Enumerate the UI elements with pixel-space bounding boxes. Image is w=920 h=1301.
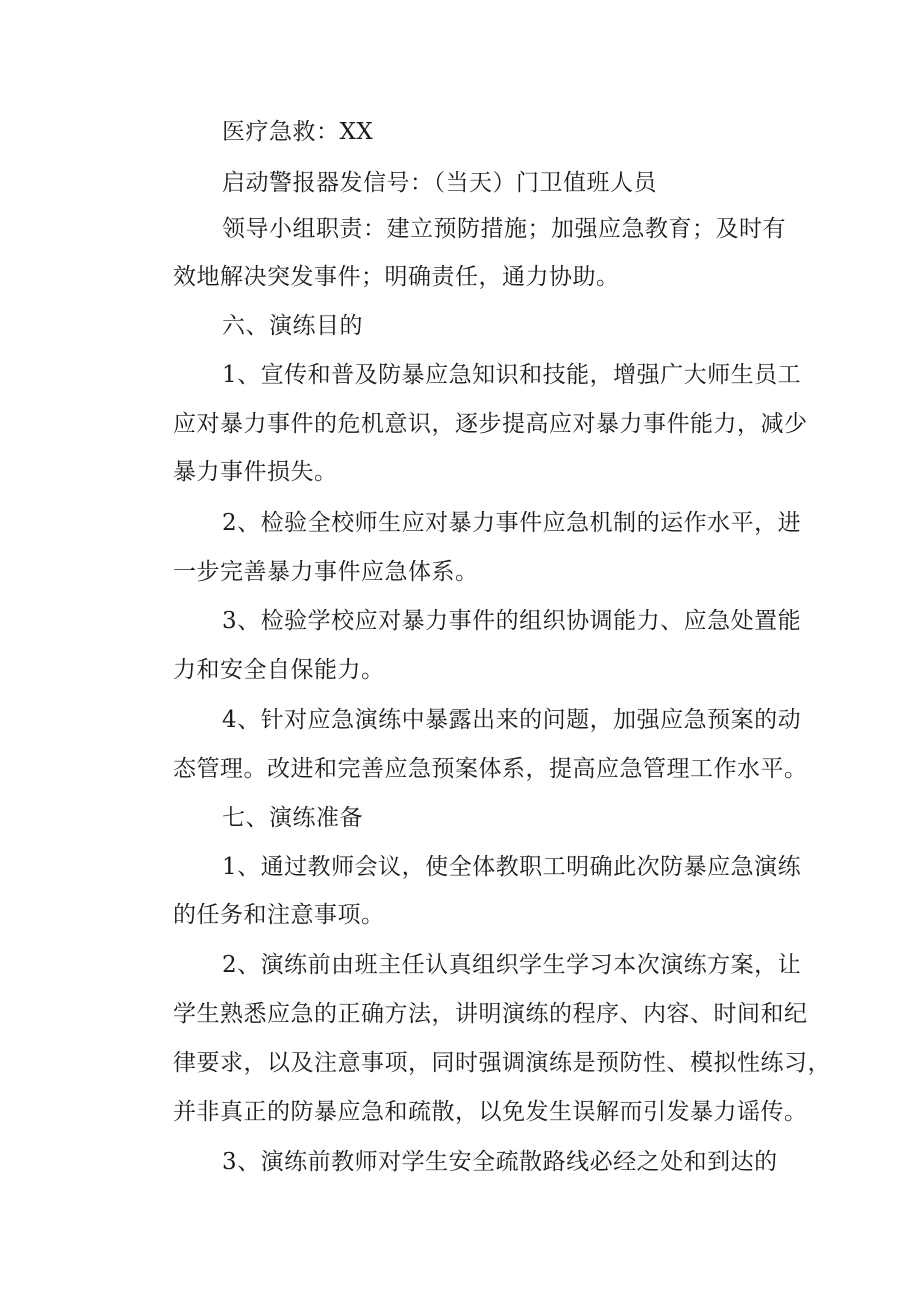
text-line-prep-2-cont-3: 并非真正的防暴应急和疏散，以免发生误解而引发暴力谣传。 bbox=[173, 1099, 808, 1125]
text-line-purpose-2-cont: 一步完善暴力事件应急体系。 bbox=[173, 559, 479, 585]
text-line-purpose-4: 4、针对应急演练中暴露出来的问题，加强应急预案的动 bbox=[222, 707, 802, 733]
text-line-leadership-duties: 领导小组职责：建立预防措施；加强应急教育；及时有 bbox=[222, 216, 786, 242]
text-line-prep-2-cont-2: 律要求，以及注意事项，同时强调演练是预防性、模拟性练习， bbox=[173, 1050, 831, 1076]
text-line-alarm-signal: 启动警报器发信号：（当天）门卫值班人员 bbox=[222, 170, 657, 196]
section-heading-drill-purpose: 六、演练目的 bbox=[222, 313, 363, 339]
text-line-purpose-1: 1、宣传和普及防暴应急知识和技能，增强广大师生员工 bbox=[222, 362, 802, 388]
text-line-prep-1: 1、通过教师会议，使全体教职工明确此次防暴应急演练 bbox=[222, 854, 802, 880]
text-line-purpose-3-cont: 力和安全自保能力。 bbox=[173, 657, 385, 683]
text-line-purpose-1-cont: 应对暴力事件的危机意识，逐步提高应对暴力事件能力，减少 bbox=[173, 411, 808, 437]
text-line-purpose-1-end: 暴力事件损失。 bbox=[173, 459, 338, 485]
text-line-medical-rescue: 医疗急救：XX bbox=[222, 119, 374, 145]
text-line-prep-3: 3、演练前教师对学生安全疏散路线必经之处和到达的 bbox=[222, 1149, 778, 1175]
text-line-purpose-2: 2、检验全校师生应对暴力事件应急机制的运作水平，进 bbox=[222, 510, 802, 536]
text-line-prep-2-cont-1: 学生熟悉应急的正确方法，讲明演练的程序、内容、时间和纪 bbox=[173, 1001, 808, 1027]
text-line-purpose-3: 3、检验学校应对暴力事件的组织协调能力、应急处置能 bbox=[222, 608, 802, 634]
text-line-leadership-duties-cont: 效地解决突发事件；明确责任，通力协助。 bbox=[173, 264, 620, 290]
section-heading-drill-preparation: 七、演练准备 bbox=[222, 805, 363, 831]
text-line-prep-2: 2、演练前由班主任认真组织学生学习本次演练方案，让 bbox=[222, 952, 802, 978]
text-line-purpose-4-cont: 态管理。改进和完善应急预案体系，提高应急管理工作水平。 bbox=[173, 756, 808, 782]
text-line-prep-1-cont: 的任务和注意事项。 bbox=[173, 902, 385, 928]
